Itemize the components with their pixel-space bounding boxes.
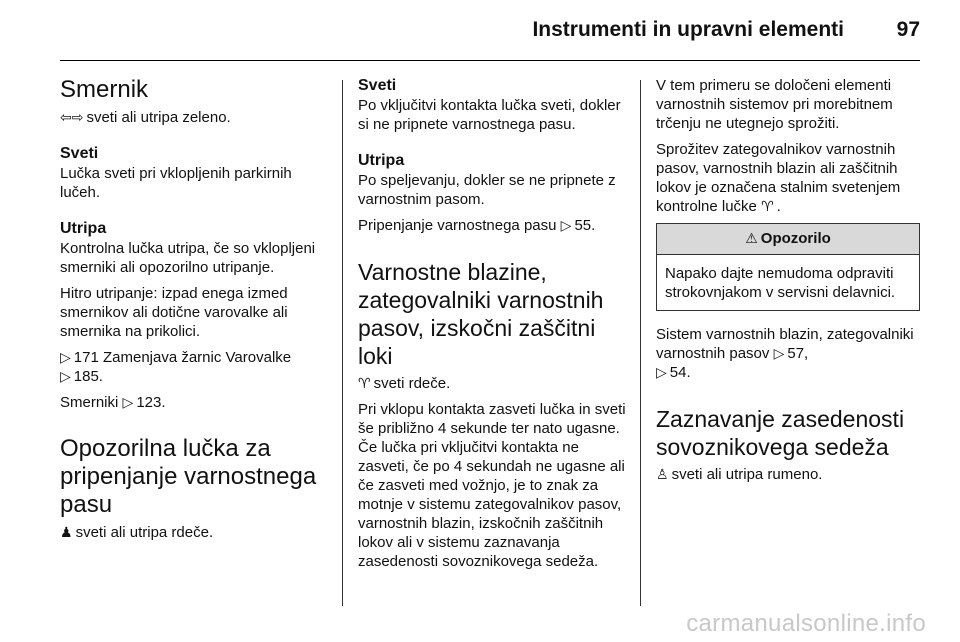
paragraph: Po speljevanju, dokler se ne pripnete z varnostnim pasom. <box>358 172 616 208</box>
page-reference-icon: ▷ <box>122 394 134 410</box>
page-reference-icon: ▷ <box>60 368 71 384</box>
reference-paragraph: Pripenjanje varnostnega pasu ▷ 55. <box>358 217 596 234</box>
warning-header: ⚠ Opozorilo <box>657 224 919 255</box>
turn-signal-icon: ⇦⇨ <box>60 109 84 125</box>
page-header <box>60 0 920 61</box>
watermark: carmanualsonline.info <box>686 610 926 637</box>
warning-triangle-icon: ⚠ <box>745 230 758 246</box>
paragraph: V tem primeru se določeni elementi varnostnih sistemov pri morebitnem trčenju ne utegnejo sprožiti. <box>656 77 893 132</box>
column-divider <box>342 80 343 606</box>
paragraph: ♙ sveti ali utripa rumeno. <box>656 466 823 483</box>
page-reference-icon: ▷ <box>60 349 71 365</box>
heading-varnostne-blazine: Varnostne blazine, zategovalniki varnostnih pasov, izskočni zaščitni loki <box>358 259 604 369</box>
page-reference-icon: ▷ <box>656 364 667 380</box>
column-divider <box>640 80 641 606</box>
page-number: 97 <box>896 18 920 41</box>
heading-sveti: Sveti <box>60 145 99 162</box>
paragraph: ♈ sveti rdeče. <box>358 375 451 392</box>
paragraph: Po vključitvi kontakta lučka sveti, dokler si ne pripnete varnostnega pasu. <box>358 97 621 133</box>
airbag-icon: ♈ <box>358 375 371 391</box>
column-1 <box>60 76 330 549</box>
reference-link[interactable]: 55. <box>574 217 596 234</box>
page-reference-icon: ▷ <box>560 217 572 233</box>
header-title: Instrumenti in upravni elementi <box>532 18 844 41</box>
warning-text: Napako dajte nemudoma odpraviti strokovnjakom v servisni delavnici. <box>665 265 896 301</box>
warning-box <box>656 223 920 311</box>
heading-smernik: Smernik <box>60 76 149 103</box>
reference-link[interactable]: 57, <box>787 345 809 362</box>
heading-opozorilna: Opozorilna lučka za pripenjanje varnostnega pasu <box>60 435 317 518</box>
passenger-seat-icon: ♙ <box>656 466 669 482</box>
paragraph: Lučka sveti pri vklopljenih parkirnih lučeh. <box>60 165 292 201</box>
paragraph: ♟ sveti ali utripa rdeče. <box>60 524 214 541</box>
heading-utripa: Utripa <box>358 152 405 169</box>
paragraph: ⇦⇨ sveti ali utripa zeleno. <box>60 109 231 126</box>
paragraph: Kontrolna lučka utripa, če so vklopljeni smerniki ali opozorilno utripanje. <box>60 240 316 276</box>
paragraph: Sprožitev zategovalnikov varnostnih pasov, varnostnih blazin ali zaščitnih lokov je označena stalnim svetenjem kontrolne lučke ♈ . <box>656 141 901 215</box>
heading-zaznavanje: Zaznavanje zasedenosti sovoznikovega sedeža <box>656 406 905 460</box>
heading-sveti: Sveti <box>358 77 397 94</box>
reference-link[interactable]: 171 Zamenjava žarnic Varovalke <box>73 349 292 366</box>
airbag-icon: ♈ <box>761 198 774 214</box>
paragraph: Hitro utripanje: izpad enega izmed smernikov ali dotične varovalke ali smernika na prikolici. <box>60 285 288 340</box>
reference-link[interactable]: 123. <box>136 394 166 411</box>
reference-link[interactable]: 54. <box>669 364 691 381</box>
heading-utripa: Utripa <box>60 220 107 237</box>
paragraph: Pri vklopu kontakta zasveti lučka in sveti še približno 4 sekunde ter nato ugasne. Če lučka pri vključitvi kontakta ne zasveti, če po 4 sekundah ne ugasne ali če zasveti med vožnjo, je to znak za motnje v sistemu zategovalnikov pasov, varnostnih blazin, izskočnih zaščitnih lokov ali v sistemu zaznavanja zasedenosti sovoznikovega sedeža. <box>358 401 626 570</box>
column-3 <box>656 76 920 491</box>
reference-paragraph <box>60 348 330 386</box>
page-reference-icon: ▷ <box>773 345 785 361</box>
seatbelt-icon: ♟ <box>60 524 73 540</box>
column-2 <box>358 76 630 578</box>
reference-paragraph: Sistem varnostnih blazin, zategovalniki varnostnih pasov ▷ 57, ▷ 54. <box>656 326 914 381</box>
reference-link[interactable]: 185. <box>73 368 103 385</box>
reference-paragraph: Smerniki ▷ 123. <box>60 394 166 411</box>
